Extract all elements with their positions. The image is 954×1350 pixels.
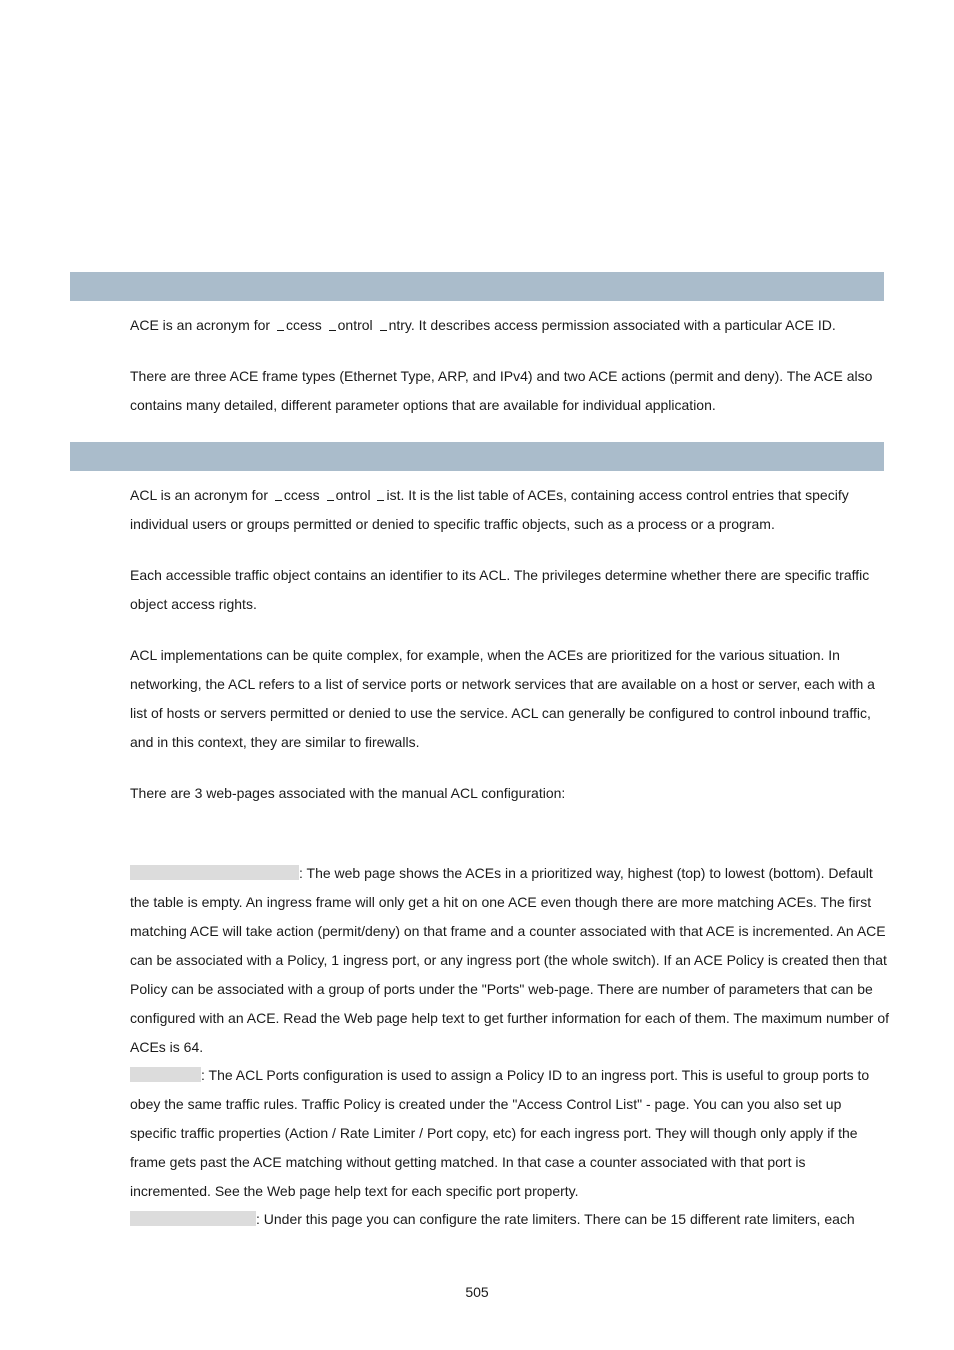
acl-web-pages-intro: There are 3 web-pages associated with the manual ACL configuration: — [130, 785, 566, 801]
missing-letter-underline — [277, 329, 284, 331]
acl-identifier-paragraph: Each accessible traffic object contains an identifier to its ACL. The privileges determine whether there are specific traffic object access rights. — [130, 567, 870, 612]
item-2-description: : The ACL Ports configuration is used to assign a Policy ID to an ingress port. This is useful to group ports to obey the same traffic rules. Traffic Policy is created under the "Access Control List" - page. You can you also set up specific traffic properties (Action / Rate Limiter / Port copy, etc) for each ingress port. They will though only apply if the frame gets past the ACE matching without getting matched. In that case a counter associated with that port is incremented. See the Web page help text for each specific port property. — [130, 1067, 870, 1199]
acl-implementation-paragraph: ACL implementations can be quite complex, for example, when the ACEs are prioritized for the various situation. In networking, the ACL refers to a list of service ports or network services that are available on a host or server, each with a list of hosts or servers permitted or denied to use the service. ACL can generally be configured to control inbound traffic, and in this context, they are similar to firewalls. — [130, 647, 875, 750]
missing-letter-underline — [377, 499, 384, 501]
ace-definition-word-1: ccess — [285, 317, 322, 333]
acl-item-ports — [130, 1061, 890, 1206]
acl-definition-word-3: ist. — [386, 487, 405, 503]
ace-definition-rest: It describes access permission associated with a particular ACE ID. — [418, 317, 836, 333]
page-number: 505 — [465, 1284, 489, 1300]
ace-frame-types-paragraph: There are three ACE frame types (Ethernet Type, ARP, and IPv4) and two ACE actions (permit and deny). The ACE also contains many detailed, different parameter options that are available for individual application. — [130, 368, 873, 413]
item-1-description: : The web page shows the ACEs in a prioritized way, highest (top) to lowest (bottom). Default the table is empty. An ingress frame will only get a hit on one ACE even though there are more matching ACEs. The first matching ACE will take action (permit/deny) on that frame and a counter associated with that ACE is incremented. An ACE can be associated with a Policy, 1 ingress port, or any ingress port (the whole switch). If an ACE Policy is created then that Policy can be associated with a group of ports under the "Ports" web-page. There are number of parameters that can be configured with an ACE. Read the Web page help text to get further information for each of them. The maximum number of ACEs is 64. — [130, 865, 890, 1055]
missing-letter-underline — [380, 329, 387, 331]
acl-item-rate-limiters — [130, 1205, 890, 1234]
item-3-description: : Under this page you can configure the rate limiters. There can be 15 different rate limiters, each — [256, 1211, 855, 1227]
acl-definition-word-2: ontrol — [335, 487, 371, 503]
missing-letter-underline — [329, 329, 336, 331]
acl-item-access-control-list — [130, 859, 890, 1062]
acl-definition-word-1: ccess — [283, 487, 320, 503]
ace-definition-word-3: ntry. — [388, 317, 415, 333]
acl-definition-paragraph — [130, 481, 890, 539]
missing-letter-underline — [275, 499, 282, 501]
acl-definition-lead: ACL is an acronym for — [130, 487, 268, 503]
ace-definition-paragraph — [130, 311, 890, 340]
redacted-link-highlight — [130, 865, 299, 880]
acl-section-header-band — [70, 442, 884, 471]
ace-section-header-band — [70, 272, 884, 301]
redacted-link-highlight — [130, 1067, 201, 1082]
redacted-link-highlight — [130, 1211, 256, 1226]
acl-definition-rest: It is the list table of ACEs, containing access control entries that specify individual users or groups permitted or denied to specific traffic objects, such as a process or a program. — [130, 487, 849, 532]
missing-letter-underline — [327, 499, 334, 501]
ace-definition-lead: ACE is an acronym for — [130, 317, 271, 333]
ace-definition-word-2: ontrol — [337, 317, 373, 333]
